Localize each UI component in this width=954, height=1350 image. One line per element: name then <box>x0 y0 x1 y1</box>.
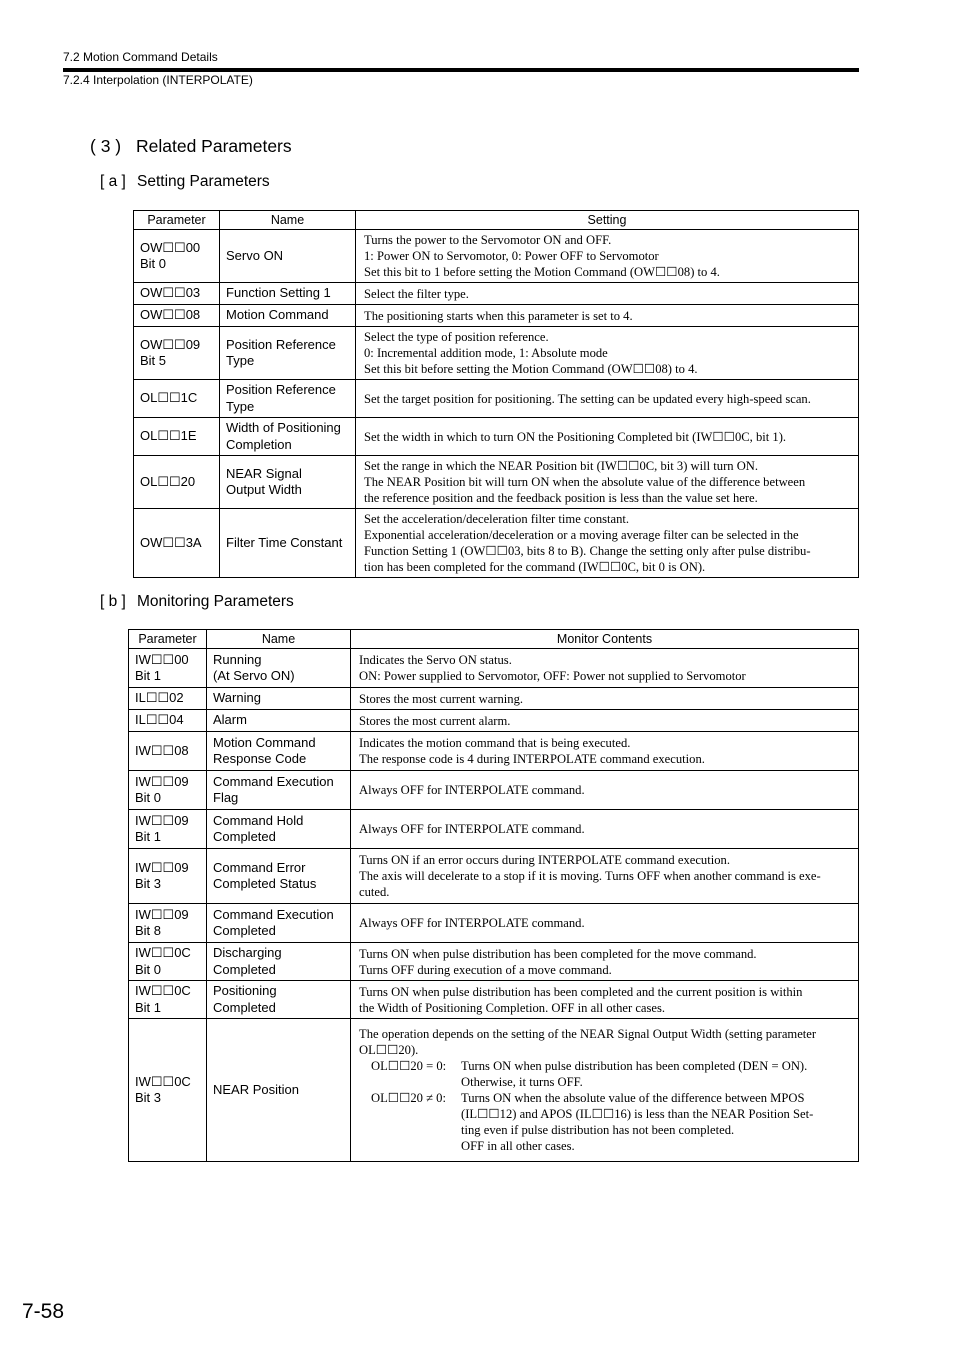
cell-line: IW☐☐09 <box>135 859 189 875</box>
name-cell <box>220 380 356 418</box>
cell-line: Indicates the motion command that is being executed. <box>359 736 631 750</box>
cell-line: Filter Time Constant <box>226 534 343 550</box>
subheading-setting <box>100 173 270 191</box>
name-cell <box>220 456 356 509</box>
contents-cell <box>351 810 859 849</box>
cell-line: Motion Command <box>226 307 329 323</box>
cell-line: OL☐☐1E <box>140 428 197 444</box>
cell-line: Set the acceleration/deceleration filter time constant. <box>364 512 630 526</box>
cell-line: Set the width in which to turn ON the Positioning Completed bit (IW☐☐0C, bit 1). <box>364 429 787 444</box>
cell-line: Function Setting 1 <box>226 285 331 301</box>
cell-line: OW☐☐08 <box>140 307 201 323</box>
cell-line: The operation depends on the setting of the NEAR Signal Output Width (setting parameter <box>359 1027 817 1041</box>
cell-line: Bit 0 <box>135 790 162 805</box>
setting-cell <box>356 327 859 380</box>
cell-line: NEAR Signal <box>226 465 302 481</box>
contents-cell <box>351 732 859 771</box>
cell-line: Position Reference <box>226 336 336 352</box>
cell-line: 0: Incremental addition mode, 1: Absolute mode <box>364 346 608 360</box>
parameter-cell <box>129 649 207 688</box>
cell-line: IW☐☐09 <box>135 812 189 828</box>
contents-cell <box>351 771 859 810</box>
name-cell <box>220 509 356 578</box>
cell-line: Output Width <box>226 482 302 497</box>
cell-line: (At Servo ON) <box>213 668 295 683</box>
cell-line: the Width of Positioning Completion. OFF in all other cases. <box>359 1000 666 1015</box>
cell-line: Turns ON when pulse distribution has been completed for the move command. <box>359 946 757 961</box>
table-header-row <box>129 630 859 649</box>
cell-line: Positioning <box>213 983 277 998</box>
cell-line: Discharging <box>213 945 282 960</box>
cell-line: Position Reference <box>226 382 336 397</box>
cell-line: The NEAR Position bit will turn ON when the absolute value of the difference between <box>364 475 806 489</box>
cell-line: The positioning starts when this parameter is set to 4. <box>364 308 633 323</box>
table-row <box>129 771 859 810</box>
cell-line: IW☐☐09 <box>135 773 189 789</box>
cell-line: Exponential acceleration/deceleration or a moving average filter can be selected in the <box>364 528 799 542</box>
page-number: 7-58 <box>22 1300 65 1323</box>
name-cell <box>207 849 351 904</box>
cell-line: Running <box>213 651 262 667</box>
cell-line: Completed Status <box>213 876 317 891</box>
table-row <box>129 649 859 688</box>
cell-line: Bit 1 <box>135 829 162 844</box>
cell-line: Motion Command <box>213 734 316 750</box>
cell-line: OW☐☐09 <box>140 336 201 352</box>
parameter-cell <box>129 732 207 771</box>
cell-line: Bit 3 <box>135 1090 162 1105</box>
contents-cell <box>351 849 859 904</box>
cell-line: Command Execution <box>213 773 334 789</box>
parameter-cell <box>129 981 207 1019</box>
contents-cell <box>351 904 859 943</box>
cell-line: IW☐☐08 <box>135 742 189 758</box>
condition-block <box>371 1090 854 1154</box>
cell-line: OW☐☐3A <box>140 534 202 550</box>
cell-line: OL☐☐20 <box>140 473 196 489</box>
section-number: ( 3 ) <box>90 136 122 156</box>
cell-line: OFF in all other cases. <box>461 1139 575 1153</box>
table-row <box>134 327 859 380</box>
cell-line: The response code is 4 during INTERPOLATE command execution. <box>359 752 705 766</box>
name-cell <box>207 771 351 810</box>
cell-line: Turns OFF during execution of a move command. <box>359 962 612 977</box>
name-cell <box>207 649 351 688</box>
setting-cell <box>356 456 859 509</box>
name-cell <box>207 810 351 849</box>
setting-cell <box>356 380 859 418</box>
cell-line: ting even if pulse distribution has not been completed. <box>461 1123 735 1137</box>
name-cell <box>220 230 356 283</box>
setting-cell <box>356 509 859 578</box>
setting-cell <box>356 305 859 327</box>
table-row <box>129 981 859 1019</box>
name-cell <box>220 305 356 327</box>
parameter-cell <box>134 456 220 509</box>
name-cell <box>207 904 351 943</box>
name-cell <box>207 710 351 732</box>
cell-line: Command Error <box>213 859 306 875</box>
cell-line: Completed <box>213 923 276 938</box>
cell-line: Always OFF for INTERPOLATE command. <box>359 916 585 930</box>
contents-cell <box>351 943 859 981</box>
column-header: Name <box>207 630 351 649</box>
cell-line: ON: Power supplied to Servomotor, OFF: Power not supplied to Servomotor <box>359 669 746 683</box>
parameter-cell <box>129 1019 207 1162</box>
table-row <box>134 305 859 327</box>
cell-line: Type <box>226 353 255 368</box>
cell-line: Indicates the Servo ON status. <box>359 653 512 667</box>
cell-line: IW☐☐0C <box>135 945 191 960</box>
table-row <box>134 283 859 305</box>
table-row <box>129 849 859 904</box>
cell-line: IW☐☐09 <box>135 906 189 922</box>
cell-line: Set the target position for positioning. The setting can be updated every high-speed scan. <box>364 391 811 406</box>
name-cell <box>220 283 356 305</box>
cell-line: Completed <box>213 961 276 977</box>
section-heading <box>90 136 292 157</box>
subheading-number: [ a ] <box>100 173 126 190</box>
cell-line: Servo ON <box>226 247 284 263</box>
cell-line: Otherwise, it turns OFF. <box>461 1075 583 1089</box>
parameter-cell <box>134 327 220 380</box>
cell-line: IW☐☐00 <box>135 651 189 667</box>
cell-line: OW☐☐00 <box>140 239 201 255</box>
name-cell: NEAR Position <box>207 1019 351 1162</box>
contents-cell <box>351 981 859 1019</box>
cell-line: (IL☐☐12) and APOS (IL☐☐16) is less than the NEAR Position Set- <box>461 1107 814 1121</box>
cell-line: OL☐☐1C <box>140 390 198 406</box>
cell-line: Bit 0 <box>140 256 167 271</box>
parameter-cell <box>129 771 207 810</box>
table-row <box>134 380 859 418</box>
cell-line: 1: Power ON to Servomotor, 0: Power OFF to Servomotor <box>364 249 659 263</box>
parameter-cell <box>129 849 207 904</box>
subheading-title: Monitoring Parameters <box>137 593 294 610</box>
cell-line: Function Setting 1 (OW☐☐03, bits 8 to B). Change the setting only after pulse distribu- <box>364 544 811 558</box>
section-title: Related Parameters <box>136 136 292 156</box>
table-row <box>134 418 859 456</box>
cell-line: Turns the power to the Servomotor ON and OFF. <box>364 233 612 247</box>
cell-line: OW☐☐03 <box>140 285 201 301</box>
setting-parameters-table <box>133 210 859 578</box>
column-header: Parameter <box>129 630 207 649</box>
contents-cell <box>351 1019 859 1162</box>
cell-line: Set this bit before setting the Motion Command (OW☐☐08) to 4. <box>364 362 698 376</box>
table-row <box>129 732 859 771</box>
table-row <box>134 230 859 283</box>
cell-line: tion has been completed for the command (IW☐☐0C, bit 0 is ON). <box>364 560 706 574</box>
cell-line: Bit 8 <box>135 923 162 938</box>
parameter-cell <box>134 418 220 456</box>
cell-line: Response Code <box>213 751 307 766</box>
column-header: Monitor Contents <box>351 630 859 649</box>
parameter-cell <box>129 810 207 849</box>
cell-line: Command Execution <box>213 906 334 922</box>
condition-label: OL☐☐20 = 0: <box>371 1059 447 1073</box>
cell-line: Turns ON if an error occurs during INTERPOLATE command execution. <box>359 853 730 867</box>
running-header-subsection: 7.2.4 Interpolation (INTERPOLATE) <box>63 73 253 87</box>
cell-line: Stores the most current alarm. <box>359 713 511 728</box>
setting-cell <box>356 230 859 283</box>
cell-line: IL☐☐02 <box>135 690 184 706</box>
cell-line: the reference position and the feedback position is less than the value set here. <box>364 491 758 505</box>
table-header-row <box>134 211 859 230</box>
cell-line: OL☐☐20). <box>359 1043 419 1057</box>
name-cell <box>207 981 351 1019</box>
cell-line: Alarm <box>213 712 247 728</box>
parameter-cell <box>134 283 220 305</box>
parameter-cell <box>129 904 207 943</box>
table-row <box>129 1019 859 1162</box>
cell-line: Set the range in which the NEAR Position bit (IW☐☐0C, bit 3) will turn ON. <box>364 459 759 473</box>
cell-line: Always OFF for INTERPOLATE command. <box>359 783 585 797</box>
cell-line: Always OFF for INTERPOLATE command. <box>359 822 585 836</box>
cell-line: Bit 1 <box>135 668 162 683</box>
cell-line: Completed <box>213 829 276 844</box>
name-cell <box>220 418 356 456</box>
contents-cell <box>351 710 859 732</box>
cell-line: Turns ON when pulse distribution has been completed (DEN = ON). <box>461 1059 808 1073</box>
contents-cell <box>351 688 859 710</box>
cell-line: Bit 1 <box>135 999 162 1015</box>
cell-line: Bit 5 <box>140 353 167 368</box>
parameter-cell <box>134 230 220 283</box>
parameter-cell <box>129 710 207 732</box>
contents-cell <box>351 649 859 688</box>
table-row <box>129 810 859 849</box>
table-row <box>129 688 859 710</box>
setting-cell <box>356 283 859 305</box>
monitoring-parameters-table <box>128 629 859 1162</box>
condition-label: OL☐☐20 ≠ 0: <box>371 1091 446 1105</box>
cell-line: Warning <box>213 690 261 706</box>
column-header: Parameter <box>134 211 220 230</box>
cell-line: Type <box>226 398 255 414</box>
cell-line: Select the type of position reference. <box>364 330 549 344</box>
cell-line: Stores the most current warning. <box>359 691 524 706</box>
parameter-cell <box>134 380 220 418</box>
table-row <box>134 456 859 509</box>
table-row <box>129 943 859 981</box>
parameter-cell <box>134 305 220 327</box>
name-cell <box>220 327 356 380</box>
cell-line: Flag <box>213 790 239 805</box>
subheading-title: Setting Parameters <box>137 173 270 190</box>
cell-line: Bit 0 <box>135 961 162 977</box>
cell-line: Completion <box>226 436 292 452</box>
header-rule <box>63 68 859 72</box>
parameter-cell <box>129 688 207 710</box>
cell-line: Set this bit to 1 before setting the Motion Command (OW☐☐08) to 4. <box>364 265 720 279</box>
column-header: Setting <box>356 211 859 230</box>
cell-line: IW☐☐0C <box>135 983 191 998</box>
name-cell <box>207 943 351 981</box>
condition-block <box>371 1058 854 1090</box>
parameter-cell <box>134 509 220 578</box>
running-header-section: 7.2 Motion Command Details <box>63 50 218 64</box>
column-header: Name <box>220 211 356 230</box>
name-cell <box>207 732 351 771</box>
parameter-cell <box>129 943 207 981</box>
cell-line: IW☐☐0C <box>135 1073 191 1089</box>
cell-line: Completed <box>213 999 276 1015</box>
condition-text <box>461 1058 854 1090</box>
cell-line: Command Hold <box>213 812 304 828</box>
cell-line: IL☐☐04 <box>135 712 184 728</box>
cell-line: The axis will decelerate to a stop if it is moving. Turns OFF when another command is exe- <box>359 869 821 883</box>
condition-text <box>461 1090 854 1154</box>
table-row <box>129 710 859 732</box>
table-row <box>129 904 859 943</box>
subheading-monitoring <box>100 593 294 611</box>
cell-line: Bit 3 <box>135 876 162 891</box>
setting-cell <box>356 418 859 456</box>
cell-line: cuted. <box>359 885 390 899</box>
name-cell <box>207 688 351 710</box>
cell-line: Width of Positioning <box>226 420 341 435</box>
cell-line: Select the filter type. <box>364 286 469 301</box>
cell-line: Turns ON when pulse distribution has been completed and the current position is within <box>359 984 803 999</box>
cell-line: Turns ON when the absolute value of the difference between MPOS <box>461 1091 805 1105</box>
table-row <box>134 509 859 578</box>
subheading-number: [ b ] <box>100 593 126 610</box>
